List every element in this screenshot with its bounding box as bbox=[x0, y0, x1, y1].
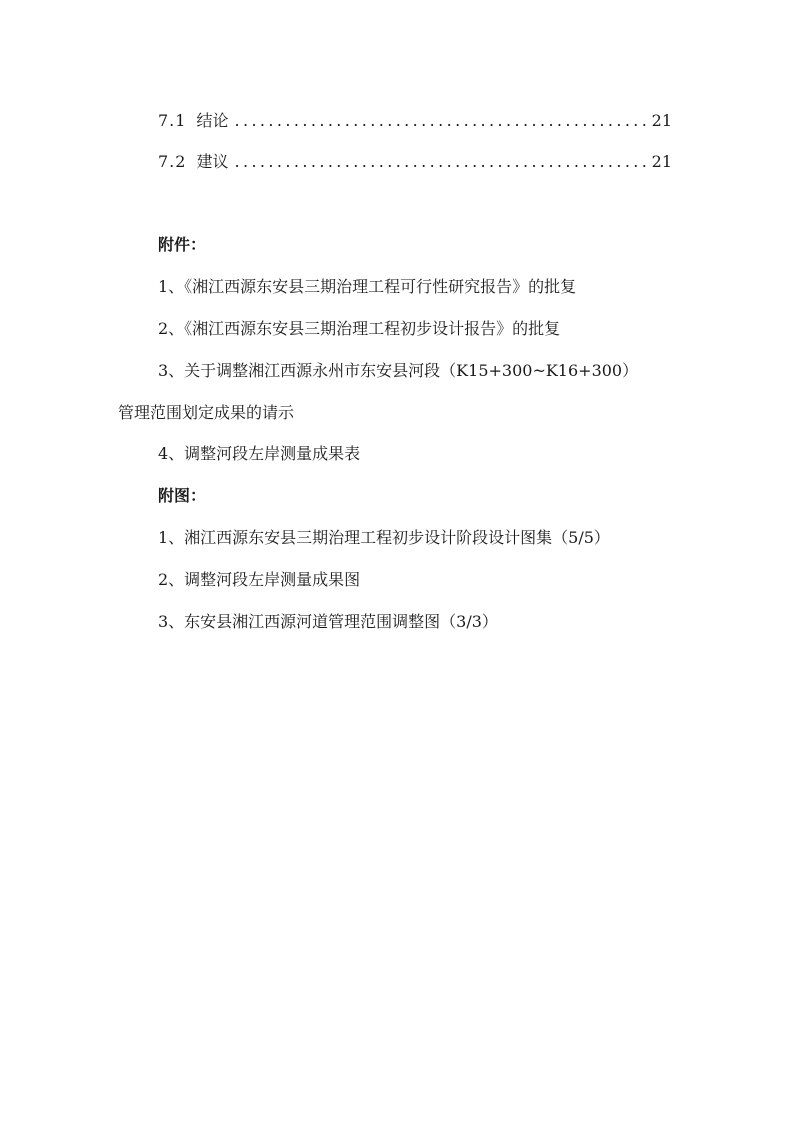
figure-item-1: 1、湘江西源东安县三期治理工程初步设计阶段设计图集（5/5） bbox=[158, 528, 610, 547]
attachment-item-2: 2、《湘江西源东安县三期治理工程初步设计报告》的批复 bbox=[158, 319, 561, 338]
toc-entry-7-2[interactable] bbox=[158, 149, 672, 172]
toc-page-number: 21 bbox=[651, 152, 672, 171]
attachment-item-1: 1、《湘江西源东安县三期治理工程可行性研究报告》的批复 bbox=[158, 277, 577, 296]
toc-leader-dots bbox=[234, 152, 645, 171]
attachment-item-3-continuation: 管理范围划定成果的请示 bbox=[118, 403, 295, 422]
figure-item-2: 2、调整河段左岸测量成果图 bbox=[158, 570, 361, 589]
figures-heading: 附图： bbox=[158, 486, 207, 505]
toc-number: 7.2 bbox=[158, 152, 187, 171]
toc-leader-dots bbox=[234, 111, 645, 130]
figure-item-3: 3、东安县湘江西源河道管理范围调整图（3/3） bbox=[158, 612, 498, 631]
toc-title: 建议 bbox=[196, 152, 229, 171]
toc-title: 结论 bbox=[196, 111, 229, 130]
toc-number: 7.1 bbox=[158, 111, 187, 130]
toc-entry-7-1[interactable] bbox=[158, 108, 672, 131]
attachment-item-3: 3、关于调整湘江西源永州市东安县河段（K15+300~K16+300） bbox=[158, 361, 639, 380]
toc-page-number: 21 bbox=[651, 111, 672, 130]
attachment-item-4: 4、调整河段左岸测量成果表 bbox=[158, 444, 361, 463]
attachments-heading: 附件： bbox=[158, 235, 207, 254]
